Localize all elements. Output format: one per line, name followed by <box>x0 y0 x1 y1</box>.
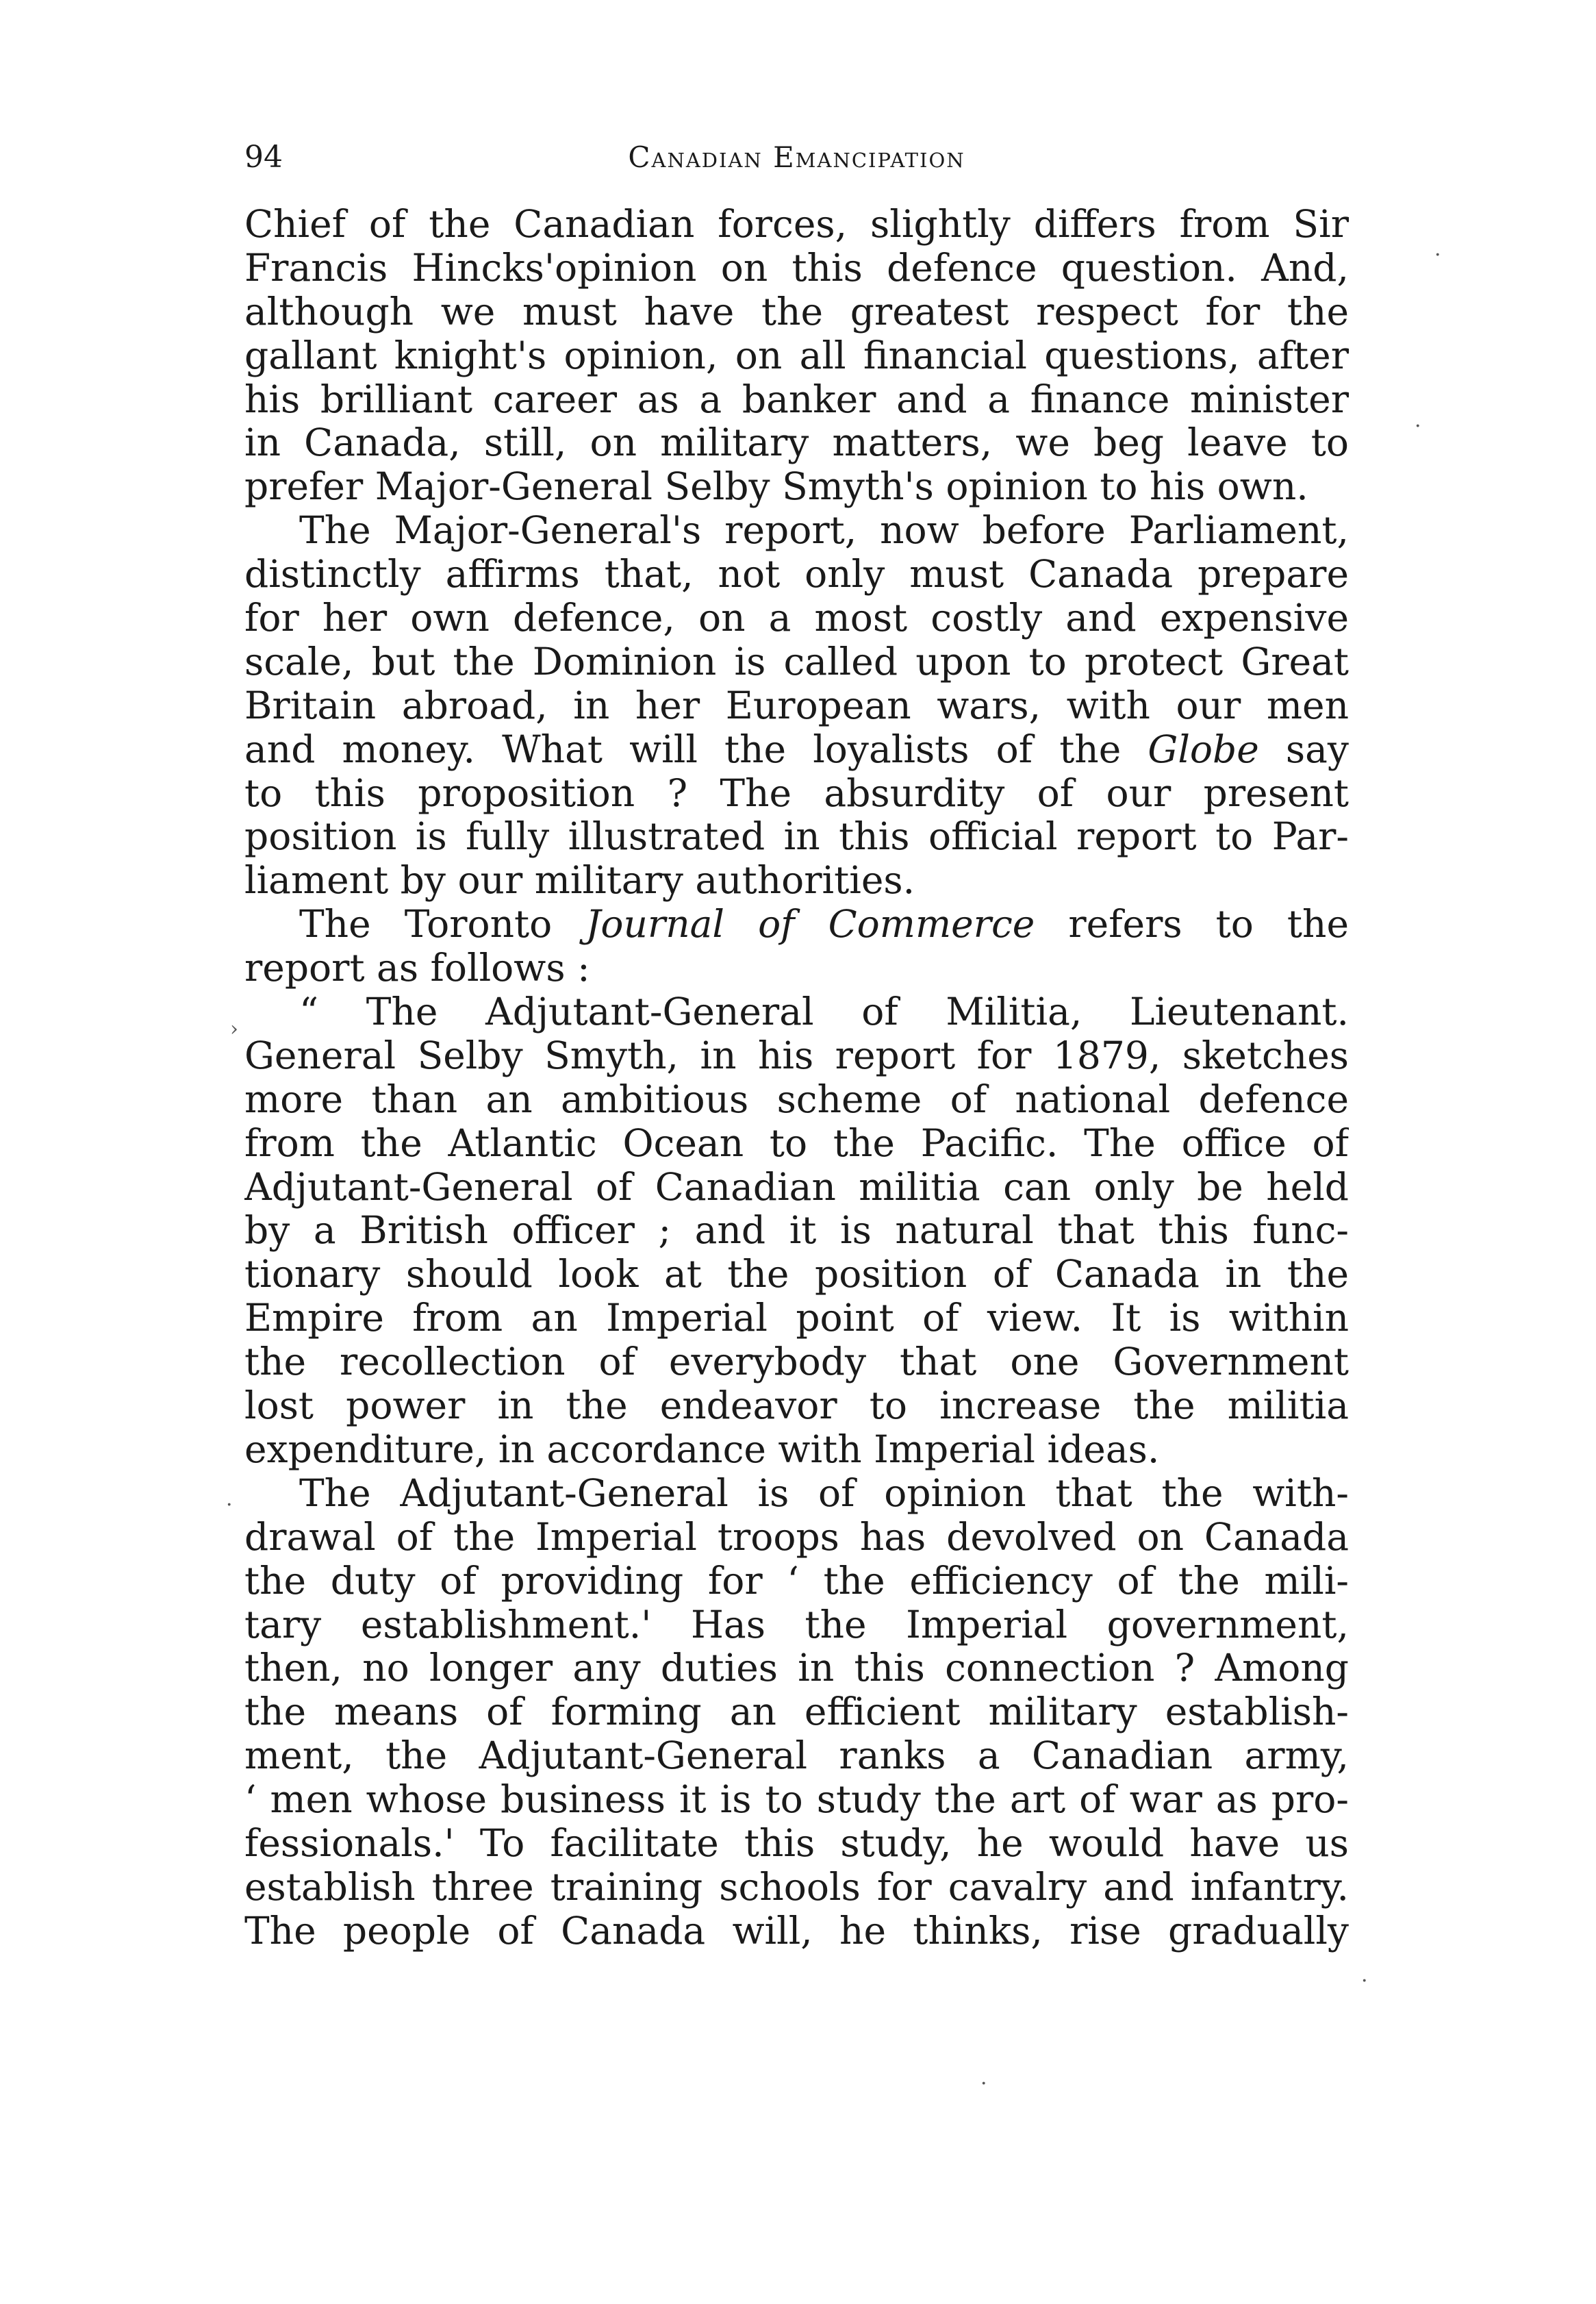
text-line: The people of Canada will, he thinks, rise gradually <box>244 1909 1349 1953</box>
text-line: liament by our military authorities. <box>244 859 915 903</box>
text-line: expenditure, in accordance with Imperial ideas. <box>244 1427 1160 1471</box>
italic-title: Globe <box>1148 727 1259 771</box>
text-run: say <box>1258 727 1349 771</box>
text-line: General Selby Smyth, in his report for 1879, sketches <box>244 1034 1349 1077</box>
text-line: position is fully illustrated in this official report to Par- <box>244 815 1349 859</box>
text-line: Francis Hincks'opinion on this defence question. And, <box>244 246 1349 290</box>
text-line: Empire from an Imperial point of view. It is within <box>244 1297 1349 1340</box>
body-text <box>244 203 1349 1953</box>
text-line: for her own defence, on a most costly and expensive <box>244 597 1349 640</box>
text-line: lost power in the endeavor to increase the militia <box>244 1384 1349 1428</box>
margin-speck: · <box>980 2072 987 2096</box>
page-number: 94 <box>244 140 283 175</box>
text-run: and money. What will the loyalists of the <box>244 727 1148 771</box>
text-line: then, no longer any duties in this connection ? Among <box>244 1646 1349 1690</box>
text-line: scale, but the Dominion is called upon to protect Great <box>244 640 1349 684</box>
text-line: tary establishment.' Has the Imperial government, <box>244 1603 1349 1646</box>
text-line <box>244 903 1349 947</box>
text-line: Adjutant-General of Canadian militia can only be held <box>244 1165 1349 1209</box>
text-line: “ The Adjutant-General of Militia, Lieutenant. <box>299 990 1349 1034</box>
text-line: drawal of the Imperial troops has devolved on Canada <box>244 1515 1349 1559</box>
text-line: from the Atlantic Ocean to the Pacific. The office of <box>244 1121 1349 1165</box>
italic-title: Journal of Commerce <box>585 903 1035 947</box>
text-line: in Canada, still, on military matters, we beg leave to <box>244 421 1349 465</box>
text-line: the duty of providing for ‘ the efficiency of the mili- <box>244 1559 1349 1603</box>
margin-speck: · <box>1434 243 1441 267</box>
running-head: Canadian Emancipation <box>628 140 965 174</box>
page-header <box>244 137 1349 185</box>
text-line: The Major-General's report, now before Parliament, <box>299 509 1349 553</box>
text-line: establish three training schools for cavalry and infantry. <box>244 1865 1349 1909</box>
text-line: The Adjutant-General is of opinion that the with- <box>299 1471 1349 1515</box>
margin-speck: · <box>1361 1969 1368 1993</box>
text-line: the recollection of everybody that one Government <box>244 1340 1349 1384</box>
text-line: to this proposition ? The absurdity of our present <box>244 771 1349 815</box>
text-line: prefer Major-General Selby Smyth's opinion to his own. <box>244 465 1308 509</box>
text-line: distinctly affirms that, not only must Canada prepare <box>244 553 1349 597</box>
text-line: tionary should look at the position of Canada in the <box>244 1253 1349 1297</box>
text-run: The Toronto <box>299 903 586 947</box>
text-line: gallant knight's opinion, on all financial questions, after <box>244 334 1349 377</box>
text-run: refers to the <box>1035 903 1349 947</box>
margin-speck: › <box>230 1017 238 1041</box>
text-line: more than an ambitious scheme of national defence <box>244 1077 1349 1121</box>
text-line: fessionals.' To facilitate this study, he would have us <box>244 1821 1349 1865</box>
text-line: by a British officer ; and it is natural that this func- <box>244 1209 1349 1253</box>
text-line: ‘ men whose business it is to study the art of war as pro- <box>244 1778 1349 1822</box>
text-line: although we must have the greatest respect for the <box>244 290 1349 334</box>
text-line: his brilliant career as a banker and a finance minister <box>244 377 1349 421</box>
text-line: the means of forming an efficient military establish- <box>244 1690 1349 1734</box>
text-line: Britain abroad, in her European wars, with our men <box>244 684 1349 727</box>
text-line: report as follows : <box>244 947 590 990</box>
text-line: Chief of the Canadian forces, slightly differs from Sir <box>244 203 1349 246</box>
text-line <box>244 728 1349 772</box>
text-line: ment, the Adjutant-General ranks a Canadian army, <box>244 1734 1349 1778</box>
margin-speck: · <box>1415 414 1421 438</box>
margin-speck: · <box>226 1493 233 1517</box>
